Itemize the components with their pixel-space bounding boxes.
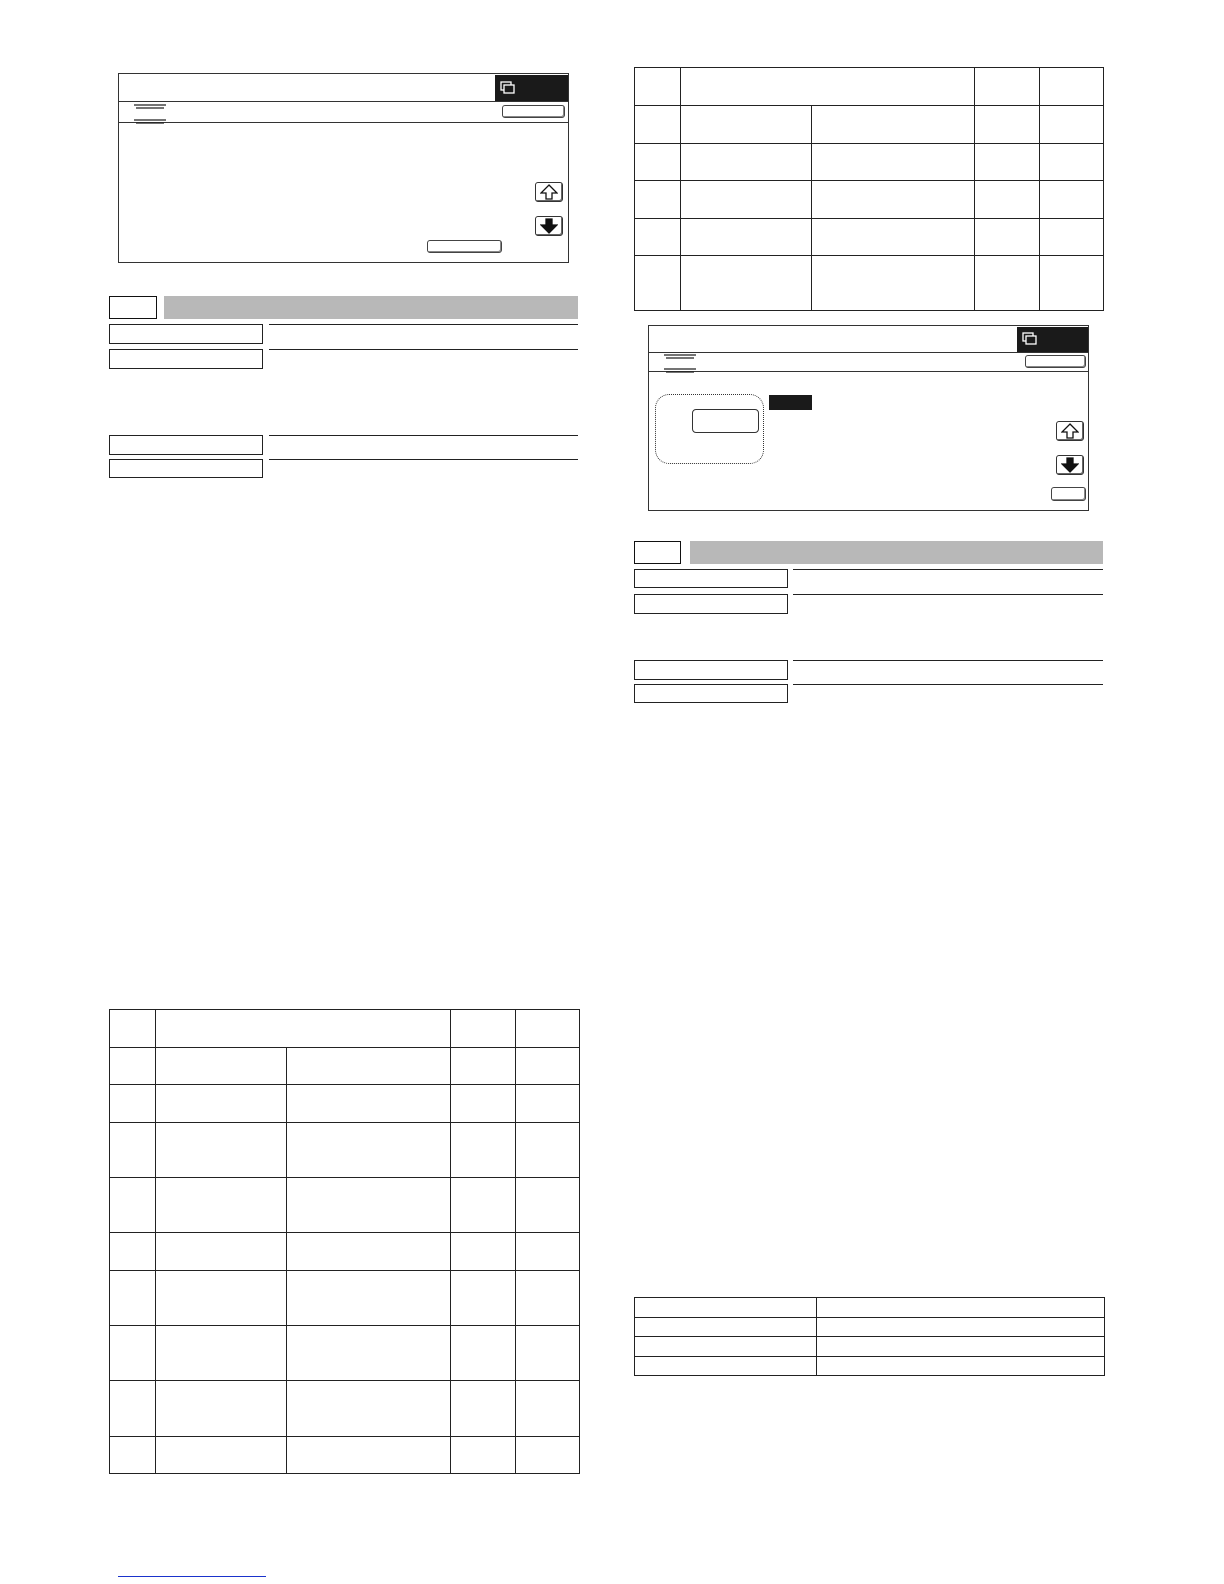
item-label-box	[109, 435, 263, 455]
item-label-box	[634, 594, 788, 614]
mode-badge[interactable]	[495, 75, 568, 101]
item-label-box	[109, 324, 263, 344]
scroll-down-button[interactable]	[535, 216, 563, 236]
mode-badge[interactable]	[1017, 327, 1088, 352]
copy-mode-icon	[1022, 332, 1038, 346]
tray-icon	[132, 101, 168, 127]
section-title-bar	[690, 541, 1103, 564]
arrow-down-icon	[540, 218, 558, 234]
tray-icon	[662, 351, 698, 375]
settings-table-right	[634, 67, 1104, 311]
section-code-box	[634, 541, 681, 564]
arrow-up-icon	[540, 184, 558, 200]
page-link[interactable]	[118, 1561, 266, 1577]
value-field[interactable]	[692, 409, 759, 433]
item-label-box	[109, 459, 263, 478]
arrow-down-icon	[1061, 457, 1079, 473]
tab-button[interactable]	[1025, 355, 1086, 368]
scroll-down-button[interactable]	[1056, 455, 1084, 475]
arrow-up-icon	[1061, 423, 1079, 439]
section-title-bar	[164, 296, 578, 319]
copy-mode-icon	[500, 81, 516, 95]
tab-button[interactable]	[502, 105, 565, 118]
settings-screen-panel	[118, 73, 569, 263]
scroll-up-button[interactable]	[1056, 421, 1084, 441]
item-label-box	[109, 349, 263, 369]
section-code-box	[109, 296, 157, 319]
bottom-button[interactable]	[427, 240, 502, 253]
value-table	[634, 1297, 1105, 1376]
item-label-box	[634, 660, 788, 680]
item-label-box	[634, 684, 788, 703]
highlight-label	[769, 395, 812, 410]
ok-button[interactable]	[1051, 487, 1086, 501]
scroll-up-button[interactable]	[535, 182, 563, 202]
settings-table-left	[109, 1009, 580, 1474]
item-label-box	[634, 569, 788, 588]
adjustment-screen-panel	[648, 325, 1089, 511]
